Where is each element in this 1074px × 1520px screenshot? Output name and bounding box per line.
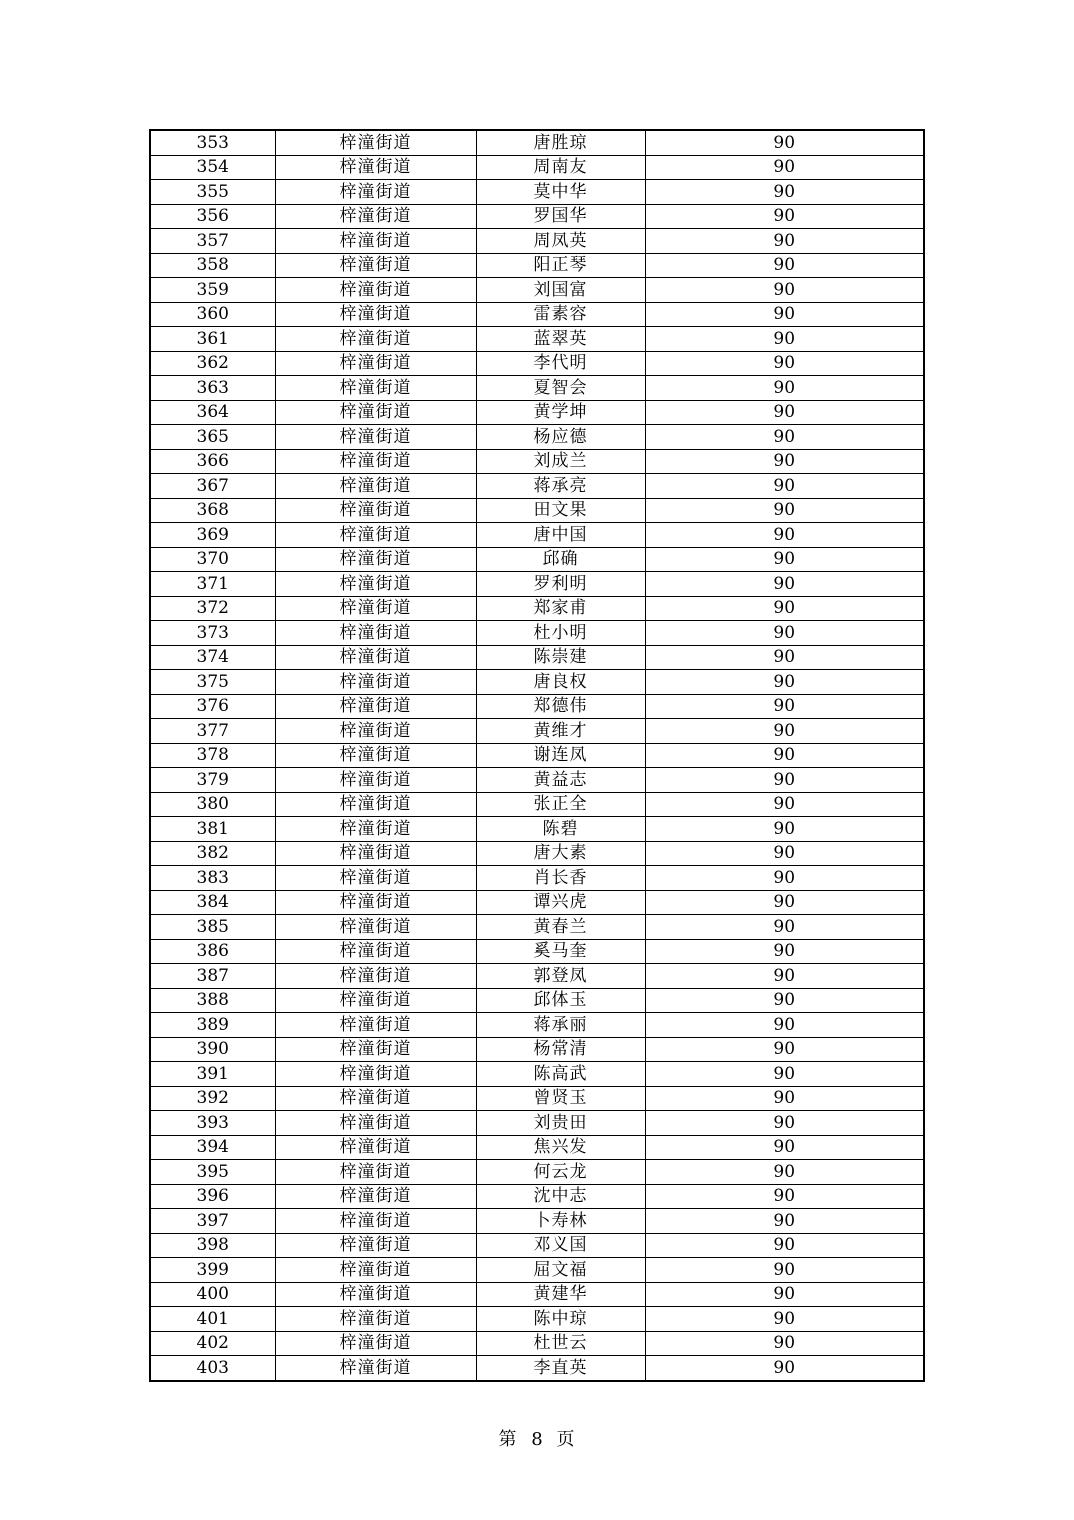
score-cell: 90 (645, 155, 924, 180)
person-name-cell: 蒋承亮 (476, 474, 645, 499)
table-row (150, 572, 924, 597)
person-name-cell: 卜寿林 (476, 1209, 645, 1234)
street-cell: 梓潼街道 (275, 1258, 476, 1283)
roster-table (149, 129, 925, 1382)
row-number-cell: 366 (150, 449, 275, 474)
table-row (150, 498, 924, 523)
person-name-cell: 何云龙 (476, 1160, 645, 1185)
street-cell: 梓潼街道 (275, 498, 476, 523)
row-number-cell: 375 (150, 670, 275, 695)
score-cell: 90 (645, 498, 924, 523)
row-number-cell: 392 (150, 1086, 275, 1111)
table-row (150, 1209, 924, 1234)
person-name-cell: 唐胜琼 (476, 130, 645, 155)
table-row (150, 768, 924, 793)
street-cell: 梓潼街道 (275, 1209, 476, 1234)
person-name-cell: 屈文福 (476, 1258, 645, 1283)
row-number-cell: 353 (150, 130, 275, 155)
table-row (150, 229, 924, 254)
row-number-cell: 363 (150, 376, 275, 401)
person-name-cell: 雷素容 (476, 302, 645, 327)
row-number-cell: 389 (150, 1013, 275, 1038)
street-cell: 梓潼街道 (275, 1086, 476, 1111)
person-name-cell: 刘贵田 (476, 1111, 645, 1136)
person-name-cell: 唐大素 (476, 841, 645, 866)
table-row (150, 1037, 924, 1062)
score-cell: 90 (645, 890, 924, 915)
score-cell: 90 (645, 327, 924, 352)
street-cell: 梓潼街道 (275, 1356, 476, 1381)
table-row (150, 1356, 924, 1381)
score-cell: 90 (645, 376, 924, 401)
score-cell: 90 (645, 964, 924, 989)
street-cell: 梓潼街道 (275, 1282, 476, 1307)
person-name-cell: 黄学坤 (476, 400, 645, 425)
street-cell: 梓潼街道 (275, 547, 476, 572)
street-cell: 梓潼街道 (275, 1062, 476, 1087)
row-number-cell: 374 (150, 645, 275, 670)
row-number-cell: 358 (150, 253, 275, 278)
person-name-cell: 罗利明 (476, 572, 645, 597)
row-number-cell: 402 (150, 1331, 275, 1356)
street-cell: 梓潼街道 (275, 670, 476, 695)
street-cell: 梓潼街道 (275, 572, 476, 597)
table-row (150, 155, 924, 180)
person-name-cell: 黄建华 (476, 1282, 645, 1307)
row-number-cell: 354 (150, 155, 275, 180)
person-name-cell: 郑德伟 (476, 694, 645, 719)
score-cell: 90 (645, 1258, 924, 1283)
score-cell: 90 (645, 1135, 924, 1160)
person-name-cell: 唐中国 (476, 523, 645, 548)
row-number-cell: 398 (150, 1233, 275, 1258)
table-row (150, 964, 924, 989)
score-cell: 90 (645, 719, 924, 744)
table-row (150, 596, 924, 621)
person-name-cell: 刘成兰 (476, 449, 645, 474)
table-row (150, 866, 924, 891)
table-row (150, 376, 924, 401)
table-row (150, 425, 924, 450)
score-cell: 90 (645, 866, 924, 891)
street-cell: 梓潼街道 (275, 278, 476, 303)
table-row (150, 302, 924, 327)
person-name-cell: 张正全 (476, 792, 645, 817)
street-cell: 梓潼街道 (275, 621, 476, 646)
street-cell: 梓潼街道 (275, 523, 476, 548)
score-cell: 90 (645, 474, 924, 499)
street-cell: 梓潼街道 (275, 719, 476, 744)
street-cell: 梓潼街道 (275, 1013, 476, 1038)
street-cell: 梓潼街道 (275, 449, 476, 474)
row-number-cell: 384 (150, 890, 275, 915)
street-cell: 梓潼街道 (275, 596, 476, 621)
table-row (150, 130, 924, 155)
street-cell: 梓潼街道 (275, 302, 476, 327)
page-number: 8 (531, 1429, 543, 1450)
street-cell: 梓潼街道 (275, 1184, 476, 1209)
table-row (150, 817, 924, 842)
score-cell: 90 (645, 988, 924, 1013)
person-name-cell: 李直英 (476, 1356, 645, 1381)
table-row (150, 1135, 924, 1160)
street-cell: 梓潼街道 (275, 204, 476, 229)
street-cell: 梓潼街道 (275, 1037, 476, 1062)
street-cell: 梓潼街道 (275, 866, 476, 891)
row-number-cell: 380 (150, 792, 275, 817)
row-number-cell: 396 (150, 1184, 275, 1209)
street-cell: 梓潼街道 (275, 890, 476, 915)
score-cell: 90 (645, 1356, 924, 1381)
roster-table-body (150, 130, 924, 1381)
table-row (150, 523, 924, 548)
table-row (150, 1160, 924, 1185)
person-name-cell: 罗国华 (476, 204, 645, 229)
page-footer-suffix: 页 (556, 1429, 576, 1450)
table-row (150, 645, 924, 670)
street-cell: 梓潼街道 (275, 130, 476, 155)
row-number-cell: 397 (150, 1209, 275, 1234)
row-number-cell: 360 (150, 302, 275, 327)
street-cell: 梓潼街道 (275, 988, 476, 1013)
person-name-cell: 杨常清 (476, 1037, 645, 1062)
person-name-cell: 蓝翠英 (476, 327, 645, 352)
row-number-cell: 385 (150, 915, 275, 940)
score-cell: 90 (645, 915, 924, 940)
row-number-cell: 395 (150, 1160, 275, 1185)
table-row (150, 1307, 924, 1332)
person-name-cell: 邓义国 (476, 1233, 645, 1258)
table-row (150, 743, 924, 768)
score-cell: 90 (645, 596, 924, 621)
row-number-cell: 355 (150, 180, 275, 205)
row-number-cell: 403 (150, 1356, 275, 1381)
person-name-cell: 郭登凤 (476, 964, 645, 989)
row-number-cell: 382 (150, 841, 275, 866)
score-cell: 90 (645, 694, 924, 719)
table-row (150, 327, 924, 352)
person-name-cell: 田文果 (476, 498, 645, 523)
street-cell: 梓潼街道 (275, 327, 476, 352)
score-cell: 90 (645, 351, 924, 376)
street-cell: 梓潼街道 (275, 229, 476, 254)
street-cell: 梓潼街道 (275, 155, 476, 180)
table-row (150, 841, 924, 866)
row-number-cell: 401 (150, 1307, 275, 1332)
table-row (150, 204, 924, 229)
table-row (150, 1233, 924, 1258)
score-cell: 90 (645, 1086, 924, 1111)
score-cell: 90 (645, 572, 924, 597)
person-name-cell: 谭兴虎 (476, 890, 645, 915)
row-number-cell: 359 (150, 278, 275, 303)
score-cell: 90 (645, 1062, 924, 1087)
street-cell: 梓潼街道 (275, 1233, 476, 1258)
person-name-cell: 黄维才 (476, 719, 645, 744)
score-cell: 90 (645, 449, 924, 474)
street-cell: 梓潼街道 (275, 1160, 476, 1185)
table-row (150, 474, 924, 499)
row-number-cell: 390 (150, 1037, 275, 1062)
table-row (150, 351, 924, 376)
person-name-cell: 陈中琼 (476, 1307, 645, 1332)
person-name-cell: 夏智会 (476, 376, 645, 401)
row-number-cell: 367 (150, 474, 275, 499)
row-number-cell: 370 (150, 547, 275, 572)
score-cell: 90 (645, 1233, 924, 1258)
score-cell: 90 (645, 817, 924, 842)
street-cell: 梓潼街道 (275, 817, 476, 842)
score-cell: 90 (645, 1037, 924, 1062)
score-cell: 90 (645, 670, 924, 695)
score-cell: 90 (645, 180, 924, 205)
street-cell: 梓潼街道 (275, 1331, 476, 1356)
street-cell: 梓潼街道 (275, 400, 476, 425)
table-row (150, 939, 924, 964)
row-number-cell: 381 (150, 817, 275, 842)
row-number-cell: 383 (150, 866, 275, 891)
score-cell: 90 (645, 1160, 924, 1185)
person-name-cell: 蒋承丽 (476, 1013, 645, 1038)
street-cell: 梓潼街道 (275, 939, 476, 964)
table-row (150, 400, 924, 425)
person-name-cell: 肖长香 (476, 866, 645, 891)
person-name-cell: 陈高武 (476, 1062, 645, 1087)
score-cell: 90 (645, 253, 924, 278)
street-cell: 梓潼街道 (275, 768, 476, 793)
street-cell: 梓潼街道 (275, 743, 476, 768)
score-cell: 90 (645, 1184, 924, 1209)
table-row (150, 890, 924, 915)
street-cell: 梓潼街道 (275, 645, 476, 670)
person-name-cell: 陈碧 (476, 817, 645, 842)
row-number-cell: 368 (150, 498, 275, 523)
score-cell: 90 (645, 1331, 924, 1356)
row-number-cell: 362 (150, 351, 275, 376)
score-cell: 90 (645, 1209, 924, 1234)
person-name-cell: 唐良权 (476, 670, 645, 695)
row-number-cell: 387 (150, 964, 275, 989)
table-row (150, 1013, 924, 1038)
person-name-cell: 陈崇建 (476, 645, 645, 670)
score-cell: 90 (645, 768, 924, 793)
table-row (150, 449, 924, 474)
row-number-cell: 391 (150, 1062, 275, 1087)
score-cell: 90 (645, 400, 924, 425)
person-name-cell: 周凤英 (476, 229, 645, 254)
person-name-cell: 郑家甫 (476, 596, 645, 621)
row-number-cell: 379 (150, 768, 275, 793)
person-name-cell: 杨应德 (476, 425, 645, 450)
table-row (150, 1184, 924, 1209)
person-name-cell: 黄益志 (476, 768, 645, 793)
person-name-cell: 曾贤玉 (476, 1086, 645, 1111)
table-row (150, 694, 924, 719)
row-number-cell: 393 (150, 1111, 275, 1136)
row-number-cell: 369 (150, 523, 275, 548)
street-cell: 梓潼街道 (275, 964, 476, 989)
table-row (150, 621, 924, 646)
score-cell: 90 (645, 547, 924, 572)
row-number-cell: 400 (150, 1282, 275, 1307)
row-number-cell: 372 (150, 596, 275, 621)
row-number-cell: 357 (150, 229, 275, 254)
row-number-cell: 361 (150, 327, 275, 352)
street-cell: 梓潼街道 (275, 474, 476, 499)
table-row (150, 1111, 924, 1136)
street-cell: 梓潼街道 (275, 425, 476, 450)
table-row (150, 988, 924, 1013)
table-row (150, 1062, 924, 1087)
table-row (150, 792, 924, 817)
row-number-cell: 386 (150, 939, 275, 964)
score-cell: 90 (645, 1013, 924, 1038)
street-cell: 梓潼街道 (275, 351, 476, 376)
score-cell: 90 (645, 1307, 924, 1332)
table-row (150, 915, 924, 940)
table-row (150, 670, 924, 695)
score-cell: 90 (645, 302, 924, 327)
street-cell: 梓潼街道 (275, 841, 476, 866)
person-name-cell: 奚马奎 (476, 939, 645, 964)
street-cell: 梓潼街道 (275, 1307, 476, 1332)
score-cell: 90 (645, 229, 924, 254)
street-cell: 梓潼街道 (275, 792, 476, 817)
person-name-cell: 邱确 (476, 547, 645, 572)
person-name-cell: 谢连凤 (476, 743, 645, 768)
score-cell: 90 (645, 204, 924, 229)
person-name-cell: 邱体玉 (476, 988, 645, 1013)
table-row (150, 547, 924, 572)
person-name-cell: 焦兴发 (476, 1135, 645, 1160)
person-name-cell: 李代明 (476, 351, 645, 376)
street-cell: 梓潼街道 (275, 1135, 476, 1160)
score-cell: 90 (645, 792, 924, 817)
table-row (150, 278, 924, 303)
row-number-cell: 364 (150, 400, 275, 425)
row-number-cell: 373 (150, 621, 275, 646)
street-cell: 梓潼街道 (275, 915, 476, 940)
row-number-cell: 399 (150, 1258, 275, 1283)
table-row (150, 1282, 924, 1307)
person-name-cell: 阳正琴 (476, 253, 645, 278)
row-number-cell: 356 (150, 204, 275, 229)
row-number-cell: 371 (150, 572, 275, 597)
score-cell: 90 (645, 621, 924, 646)
row-number-cell: 365 (150, 425, 275, 450)
street-cell: 梓潼街道 (275, 253, 476, 278)
table-row (150, 180, 924, 205)
row-number-cell: 376 (150, 694, 275, 719)
page-footer (0, 1428, 1074, 1452)
person-name-cell: 杜世云 (476, 1331, 645, 1356)
score-cell: 90 (645, 1282, 924, 1307)
person-name-cell: 周南友 (476, 155, 645, 180)
row-number-cell: 378 (150, 743, 275, 768)
person-name-cell: 沈中志 (476, 1184, 645, 1209)
table-row (150, 253, 924, 278)
person-name-cell: 黄春兰 (476, 915, 645, 940)
table-row (150, 1086, 924, 1111)
page-footer-prefix: 第 (498, 1429, 518, 1450)
score-cell: 90 (645, 939, 924, 964)
street-cell: 梓潼街道 (275, 1111, 476, 1136)
person-name-cell: 杜小明 (476, 621, 645, 646)
score-cell: 90 (645, 425, 924, 450)
table-row (150, 719, 924, 744)
table-row (150, 1331, 924, 1356)
score-cell: 90 (645, 645, 924, 670)
street-cell: 梓潼街道 (275, 376, 476, 401)
person-name-cell: 莫中华 (476, 180, 645, 205)
street-cell: 梓潼街道 (275, 180, 476, 205)
row-number-cell: 394 (150, 1135, 275, 1160)
row-number-cell: 377 (150, 719, 275, 744)
score-cell: 90 (645, 743, 924, 768)
score-cell: 90 (645, 130, 924, 155)
score-cell: 90 (645, 1111, 924, 1136)
street-cell: 梓潼街道 (275, 694, 476, 719)
person-name-cell: 刘国富 (476, 278, 645, 303)
row-number-cell: 388 (150, 988, 275, 1013)
score-cell: 90 (645, 278, 924, 303)
score-cell: 90 (645, 523, 924, 548)
table-row (150, 1258, 924, 1283)
score-cell: 90 (645, 841, 924, 866)
